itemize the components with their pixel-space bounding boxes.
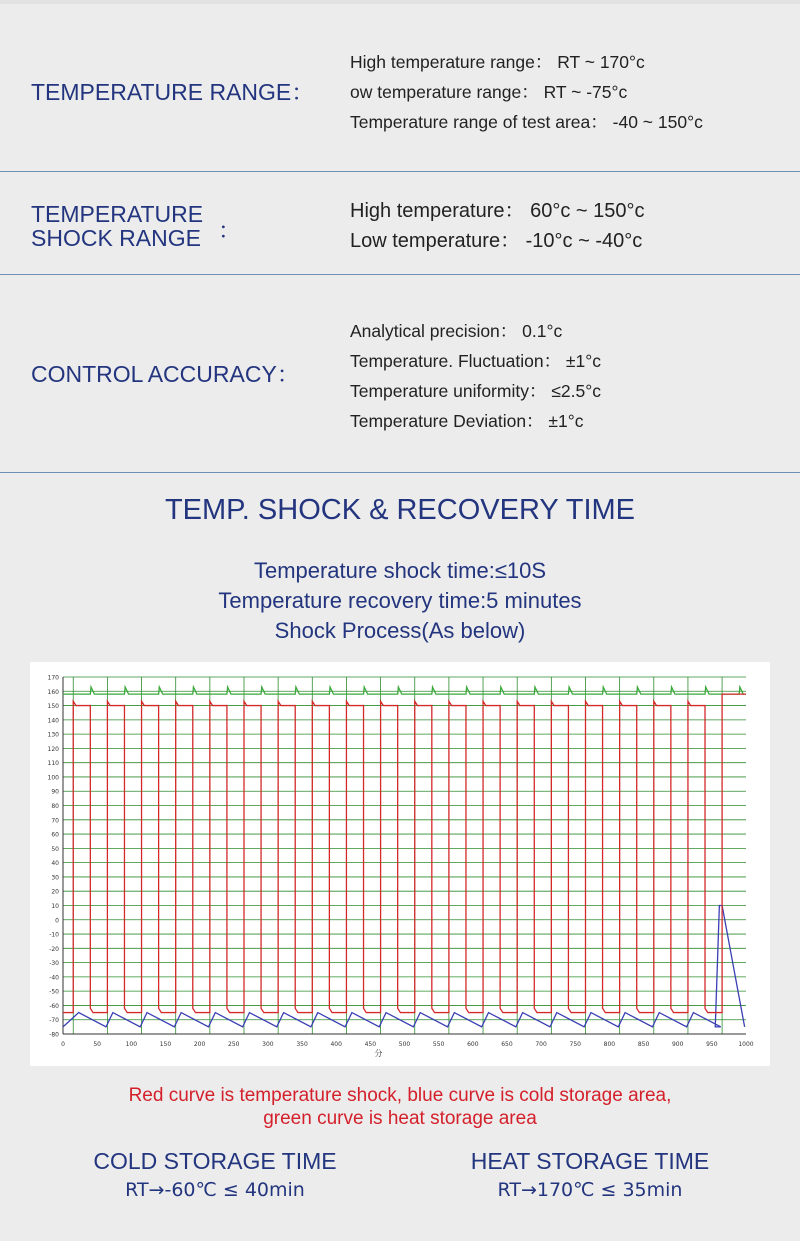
x-tick-label: 0: [61, 1041, 65, 1048]
section-subtitle: [0, 556, 800, 646]
shock-range-section: [0, 172, 800, 274]
control-accuracy-section: [0, 275, 800, 472]
y-tick-label: 50: [51, 845, 59, 853]
heat-storage-block: [430, 1146, 750, 1204]
heat-storage-title: HEAT STORAGE TIME: [470, 1148, 710, 1174]
y-tick-label: 100: [47, 774, 59, 782]
cold-storage-value: RT→-60℃ ≤ 40min: [125, 1179, 305, 1201]
legend-note-line2: green curve is heat storage area: [263, 1108, 537, 1129]
x-tick-label: 850: [637, 1041, 650, 1048]
spec-line: High temperature range： RT ~ 170°c: [350, 52, 645, 72]
control-accuracy-label: CONTROL ACCURACY：: [31, 361, 300, 387]
shock-process-chart: [30, 662, 770, 1066]
x-tick-label: 200: [193, 1041, 206, 1048]
y-tick-label: 130: [47, 731, 59, 739]
x-axis-label: 分: [374, 1049, 383, 1058]
temperature-range-section: [0, 0, 800, 172]
y-tick-label: -40: [49, 974, 59, 982]
legend-note-line1: Red curve is temperature shock, blue curve is cold storage area,: [128, 1085, 672, 1106]
section-title: TEMP. SHOCK & RECOVERY TIME: [164, 494, 636, 526]
temperature-shock-series: [63, 694, 746, 1012]
spec-line: High temperature： 60°c ~ 150°c: [350, 200, 645, 222]
x-tick-label: 400: [330, 1041, 342, 1048]
y-tick-label: 140: [47, 717, 59, 725]
y-tick-label: -80: [49, 1031, 59, 1039]
y-tick-label: -10: [49, 931, 59, 939]
spec-line: Low temperature： -10°c ~ -40°c: [350, 230, 643, 252]
y-tick-label: 160: [47, 688, 59, 696]
spec-line: ow temperature range： RT ~ -75°c: [350, 82, 628, 102]
spec-line: Temperature. Fluctuation： ±1°c: [350, 351, 602, 371]
x-tick-label: 500: [398, 1041, 411, 1048]
y-tick-label: -70: [49, 1017, 59, 1025]
spec-line: Temperature range of test area： -40 ~ 150°c: [350, 112, 703, 132]
x-tick-label: 450: [364, 1041, 377, 1048]
cold-storage-title: COLD STORAGE TIME: [93, 1148, 337, 1174]
x-tick-label: 800: [603, 1041, 616, 1048]
y-tick-label: 20: [51, 888, 59, 896]
y-tick-label: 120: [47, 745, 59, 753]
y-tick-label: -50: [49, 988, 59, 996]
y-tick-label: 70: [51, 817, 59, 825]
x-tick-label: 50: [93, 1041, 101, 1048]
y-tick-label: 30: [51, 874, 59, 882]
spec-line: Temperature uniformity： ≤2.5°c: [350, 381, 601, 401]
x-tick-label: 950: [706, 1041, 718, 1048]
x-tick-label: 250: [228, 1041, 240, 1048]
spec-line: Analytical precision： 0.1°c: [350, 321, 563, 341]
y-tick-label: 10: [51, 902, 59, 910]
temperature-range-label: TEMPERATURE RANGE：: [31, 79, 315, 105]
x-tick-label: 900: [671, 1041, 684, 1048]
x-tick-label: 350: [296, 1041, 308, 1048]
y-tick-label: 60: [51, 831, 59, 839]
y-tick-label: 170: [47, 674, 59, 682]
y-tick-label: 40: [51, 860, 59, 868]
cold-storage-series: [63, 905, 745, 1026]
heat-storage-value: RT→170℃ ≤ 35min: [497, 1179, 683, 1201]
subtitle-line: Shock Process(As below): [274, 618, 526, 643]
chart-container: [30, 662, 770, 1066]
x-tick-label: 700: [535, 1041, 547, 1048]
subtitle-line: Temperature shock time:≤10S: [253, 558, 547, 583]
x-tick-label: 650: [501, 1041, 513, 1048]
shock-range-label-line1: TEMPERATURE: [31, 201, 204, 227]
subtitle-line: Temperature recovery time:5 minutes: [218, 588, 582, 613]
y-tick-label: -30: [49, 960, 59, 968]
spec-line: Temperature Deviation： ±1°c: [350, 411, 584, 431]
x-tick-label: 600: [467, 1041, 479, 1048]
y-tick-label: 150: [47, 703, 59, 711]
y-tick-label: -20: [49, 945, 59, 953]
x-tick-label: 750: [569, 1041, 581, 1048]
shock-range-label-line2: SHOCK RANGE: [31, 225, 201, 251]
shock-range-values: [350, 196, 644, 256]
legend-note: [0, 1084, 800, 1130]
x-tick-label: 550: [432, 1041, 445, 1048]
x-tick-label: 1000: [738, 1041, 754, 1048]
cold-storage-block: [55, 1146, 375, 1204]
x-tick-label: 100: [125, 1041, 138, 1048]
y-tick-label: 0: [55, 917, 59, 925]
x-tick-label: 300: [262, 1041, 274, 1048]
x-tick-label: 150: [159, 1041, 172, 1048]
heat-storage-series: [63, 687, 746, 694]
shock-range-colon: ：: [218, 217, 241, 243]
divider: [0, 472, 800, 473]
y-tick-label: -60: [49, 1002, 59, 1010]
y-tick-label: 80: [51, 803, 59, 811]
y-tick-label: 90: [51, 788, 59, 796]
y-tick-label: 110: [47, 760, 59, 768]
shock-range-label: [31, 202, 203, 250]
control-accuracy-values: [350, 316, 601, 436]
temperature-range-values: [350, 47, 703, 137]
